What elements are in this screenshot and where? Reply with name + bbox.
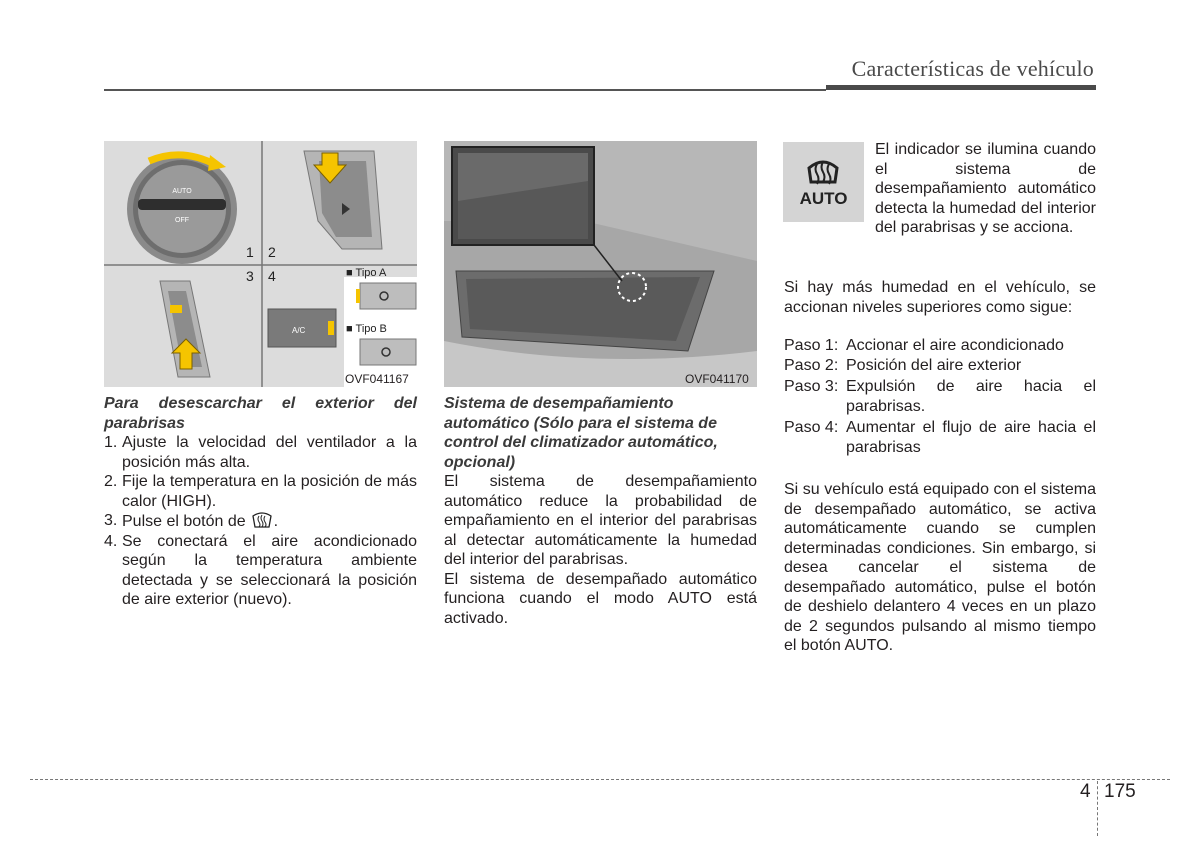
header-rule xyxy=(104,89,826,91)
defrost-steps xyxy=(104,433,417,610)
list-item xyxy=(784,336,1096,356)
step-text: Ajuste la velocidad del ventilador a la posición más alta. xyxy=(122,434,417,471)
temperature-knob xyxy=(127,154,237,264)
column-defrost-exterior xyxy=(104,394,417,610)
paso-label: Paso 1: xyxy=(784,337,839,354)
list-item xyxy=(784,418,1096,457)
ac-label: A/C xyxy=(292,326,306,335)
knob-off-label: OFF xyxy=(175,217,189,224)
list-item xyxy=(104,433,417,472)
step-text: Pulse el botón de xyxy=(122,513,246,530)
defrost-controls-figure xyxy=(104,141,417,387)
step-number: 1. xyxy=(104,434,118,451)
indicator-description: El indicador se ilumina cuando el sistema de desempañamiento automático detecta la humedad del interior del parabrisas y se acciona. xyxy=(875,141,1096,236)
auto-defog-indicator xyxy=(783,142,864,222)
section-heading: Sistema de desempañamiento automático (Sólo para el sistema de control del climatizador automático, opcional) xyxy=(444,395,718,471)
steps-intro: Si hay más humedad en el vehículo, se accionan niveles superiores como sigue: xyxy=(784,279,1096,316)
type-a-button xyxy=(356,283,416,309)
type-b-label: ■ Tipo B xyxy=(346,323,387,335)
step-number: 4. xyxy=(104,532,118,550)
panel-number-4: 4 xyxy=(268,268,276,284)
step-text: Se conectará el aire acondicionado según la temperatura ambiente detectada y se seleccionará la posición de aire exterior (nuevo). xyxy=(122,532,417,608)
figure-code-middle: OVF041170 xyxy=(685,372,749,386)
chapter-number: 4 xyxy=(1080,781,1091,802)
header-rule-accent xyxy=(826,85,1096,90)
auto-defog-paragraph-2: El sistema de desempañado automático funciona cuando el modo AUTO está activado. xyxy=(444,570,757,627)
paso-label: Paso 3: xyxy=(784,378,839,395)
footer-rule xyxy=(30,779,1170,780)
panel-number-3: 3 xyxy=(246,268,254,284)
paso-text: Posición del aire exterior xyxy=(846,356,1022,374)
panel-number-2: 2 xyxy=(268,244,276,260)
paso-text: Accionar el aire acondicionado xyxy=(846,337,1064,354)
page-number: 175 xyxy=(1104,781,1136,802)
list-item xyxy=(784,356,1096,376)
type-b-button xyxy=(360,339,416,365)
section-heading: Para desescarchar el exterior del parabrisas xyxy=(104,395,417,432)
step-number: 2. xyxy=(104,473,118,490)
step-text: Fije la temperatura en la posición de más calor (HIGH). xyxy=(122,473,417,510)
column-auto-defog-steps xyxy=(784,278,1096,656)
column-auto-defog xyxy=(444,394,757,628)
footer-divider xyxy=(1097,781,1098,836)
knob-auto-label: AUTO xyxy=(172,188,192,195)
list-item xyxy=(784,377,1096,416)
paso-text: Aumentar el flujo de aire hacia el parabrisas xyxy=(846,419,1096,456)
panel-number-1: 1 xyxy=(246,244,254,260)
windshield-sensor-figure xyxy=(444,141,757,387)
front-defrost-icon xyxy=(250,511,274,529)
figure-code-left: OVF041167 xyxy=(345,372,409,386)
closing-paragraph: Si su vehículo está equipado con el sistema de desempañado automático, se activa automáticamente cuando se cumplen determinadas condiciones. Sin embargo, si desea cancelar el sistema de desempañado automático, pulse el botón de deshielo delantero 4 veces en un plazo de 2 segundos pulsando al mismo tiempo el botón AUTO. xyxy=(784,481,1096,654)
type-a-label: ■ Tipo A xyxy=(346,267,387,279)
step-suffix: . xyxy=(273,513,279,530)
page-header-title: Características de vehículo xyxy=(851,56,1094,81)
step-number: 3. xyxy=(104,512,118,529)
auto-defog-paragraph-1: El sistema de desempañamiento automático reduce la probabilidad de empañamiento en el interior del parabrisas al detectar automáticamente la humedad del interior del parabrisas. xyxy=(444,473,757,568)
ac-button-panel xyxy=(268,309,336,347)
paso-label: Paso 4: xyxy=(784,419,839,436)
list-item xyxy=(104,472,417,511)
list-item xyxy=(104,511,417,532)
auto-indicator-label: AUTO xyxy=(799,189,848,208)
paso-text: Expulsión de aire hacia el parabrisas. xyxy=(846,378,1096,415)
paso-label: Paso 2: xyxy=(784,356,839,374)
list-item xyxy=(104,532,417,610)
